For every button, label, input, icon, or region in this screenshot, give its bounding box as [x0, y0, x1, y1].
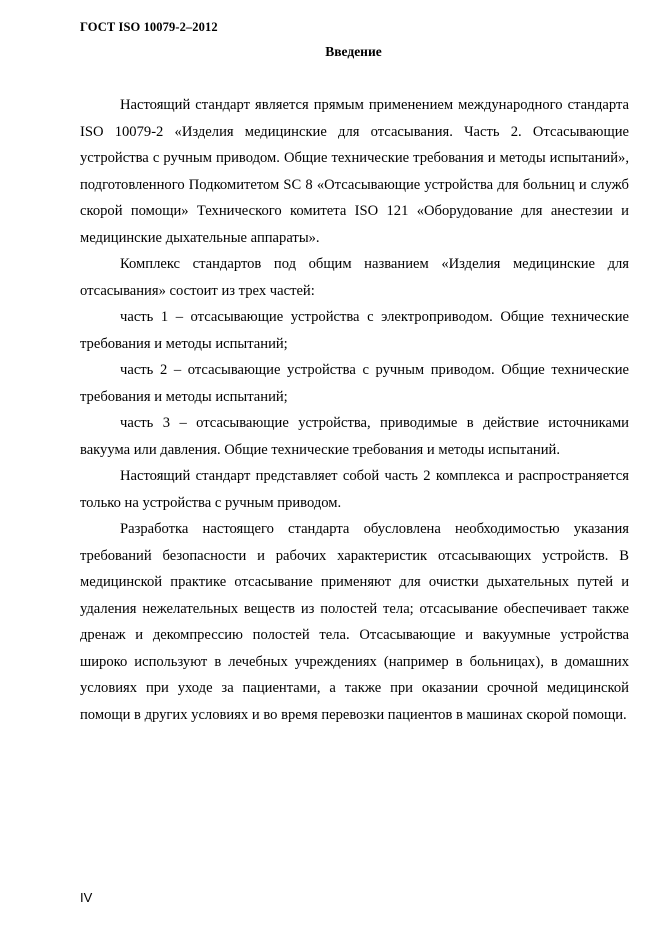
list-item-part-1: часть 1 – отсасывающие устройства с электроприводом. Общие технические требования и методы испытаний;: [80, 309, 629, 352]
document-code-header: ГОСТ ISO 10079-2–2012: [80, 20, 218, 34]
body-text: [80, 92, 629, 728]
section-title: Введение: [325, 44, 382, 59]
list-item-part-3: часть 3 – отсасывающие устройства, приводимые в действие источниками вакуума или давления. Общие технические требования и методы испытаний.: [80, 415, 629, 458]
paragraph: Настоящий стандарт является прямым применением международного стандарта ISO 10079-2 «Изделия медицинские для отсасывания. Часть 2. Отсасывающие устройства с ручным приводом. Общие технические требования и методы испытаний», подготовленного Подкомитетом SC 8 «Отсасывающие устройства для больниц и служб скорой помощи» Технического комитета ISO 121 «Оборудование для анестезии и медицинские дыхательные аппараты».: [80, 97, 629, 246]
paragraph: Настоящий стандарт представляет собой часть 2 комплекса и распространяется только на устройства с ручным приводом.: [80, 468, 629, 511]
list-item-part-2: часть 2 – отсасывающие устройства с ручным приводом. Общие технические требования и методы испытаний;: [80, 362, 629, 405]
page-number: IV: [80, 890, 93, 905]
paragraph: Комплекс стандартов под общим названием «Изделия медицинские для отсасывания» состоит из трех частей:: [80, 256, 629, 299]
paragraph: Разработка настоящего стандарта обусловлена необходимостью указания требований безопасности и рабочих характеристик отсасывающих устройств. В медицинской практике отсасывание применяют для очистки дыхательных путей и удаления нежелательных веществ из полостей тела; отсасывание обеспечивает также дренаж и декомпрессию полостей тела. Отсасывающие и вакуумные устройства широко используют в лечебных учреждениях (например в больницах), в домашних условиях при уходе за пациентами, а также при оказании срочной медицинской помощи в других условиях и во время перевозки пациентов в машинах скорой помощи.: [80, 521, 629, 723]
